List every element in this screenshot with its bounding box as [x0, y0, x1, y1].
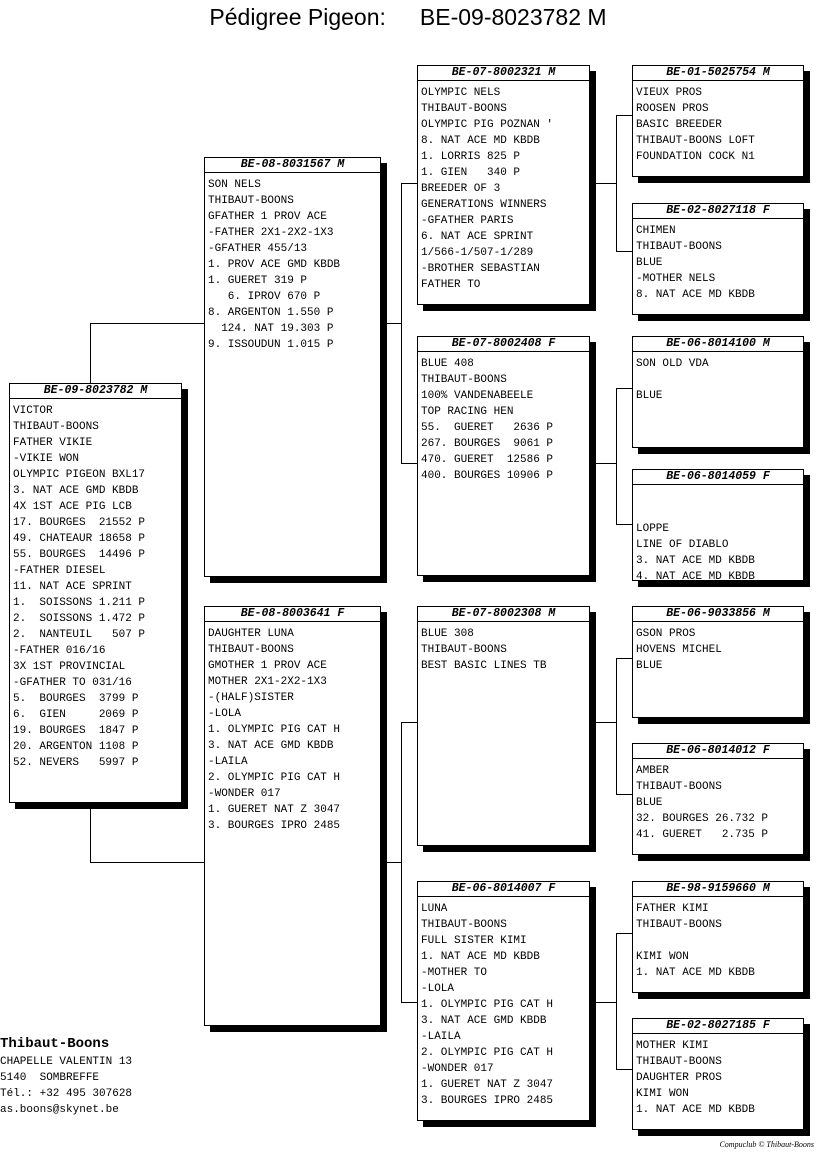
connector	[596, 183, 616, 184]
connector	[616, 933, 632, 934]
card-line: CHIMEN	[636, 225, 676, 237]
owner-city: 5140 SOMBREFFE	[0, 1072, 100, 1084]
connector	[616, 115, 632, 116]
connector	[616, 115, 617, 251]
ring-number: BE-06-8014007 F	[418, 882, 589, 897]
ring-number: BE-06-9033856 M	[633, 607, 803, 622]
card-line: BLUE	[636, 660, 663, 672]
card-line: VIEUX PROS	[636, 87, 703, 99]
card-line: GSON PROS	[636, 628, 696, 640]
card-line: DAUGHTER PROS	[636, 1072, 722, 1084]
card-line: KIMI WON	[636, 1088, 689, 1100]
pigeon-card-dsd	[632, 743, 804, 855]
card-line: 11. NAT ACE SPRINT	[13, 581, 132, 593]
card-line: BLUE	[636, 390, 663, 402]
card-line: -GFATHER TO 031/16	[13, 677, 132, 689]
card-line: 1. PROV ACE GMD KBDB	[208, 259, 341, 271]
card-line: MOTHER 2X1-2X2-1X3	[208, 676, 327, 688]
card-line: 6. NAT ACE SPRINT	[421, 231, 534, 243]
card-line: 6. GIEN 2069 P	[13, 709, 139, 721]
connector	[596, 722, 616, 723]
pigeon-card-dss	[632, 606, 804, 718]
page-title	[0, 4, 816, 31]
card-line: ROOSEN PROS	[636, 103, 709, 115]
card-line: 3. BOURGES IPRO 2485	[421, 1095, 554, 1107]
card-line: LINE OF DIABLO	[636, 539, 729, 551]
card-line: -GFATHER 455/13	[208, 243, 308, 255]
card-line: 4X 1ST ACE PIG LCB	[13, 501, 132, 513]
connector	[616, 388, 617, 524]
ring-number: BE-07-8002408 F	[418, 337, 589, 352]
connector	[381, 862, 401, 863]
card-line: -WONDER 017	[421, 1063, 494, 1075]
card-line: FATHER KIMI	[636, 903, 709, 915]
owner-name: Thibaut-Boons	[0, 1036, 110, 1052]
card-line: THIBAUT-BOONS	[421, 374, 507, 386]
ring-number: BE-02-8027185 F	[633, 1019, 803, 1034]
card-lines	[633, 352, 803, 404]
card-line: 3. BOURGES IPRO 2485	[208, 820, 341, 832]
card-line: 267. BOURGES 9061 P	[421, 438, 554, 450]
pigeon-card-dam	[204, 606, 381, 1026]
card-line: -LAILA	[208, 756, 248, 768]
pigeon-card-sire	[204, 157, 381, 577]
connector	[401, 183, 402, 463]
ring-number: BE-06-8014012 F	[633, 744, 803, 759]
card-line: -FATHER 016/16	[13, 645, 106, 657]
card-line: 124. NAT 19.303 P	[208, 323, 334, 335]
card-line: 17. BOURGES 21552 P	[13, 517, 146, 529]
card-line: DAUGHTER LUNA	[208, 628, 294, 640]
connector	[616, 388, 632, 389]
card-lines	[633, 81, 803, 165]
card-line: 8. NAT ACE MD KBDB	[421, 135, 540, 147]
card-line: 1. SOISSONS 1.211 P	[13, 597, 146, 609]
pigeon-card-ds	[417, 606, 590, 846]
card-line: FOUNDATION COCK N1	[636, 151, 755, 163]
connector	[616, 251, 632, 252]
card-line: 470. GUERET 12586 P	[421, 454, 554, 466]
pigeon-card-sdd	[632, 469, 804, 581]
card-line: THIBAUT-BOONS	[208, 644, 294, 656]
connector	[401, 463, 417, 464]
connector	[616, 658, 632, 659]
card-line: TOP RACING HEN	[421, 406, 514, 418]
card-line: 100% VANDENABEELE	[421, 390, 534, 402]
card-lines	[418, 81, 589, 293]
card-line: 9. ISSOUDUN 1.015 P	[208, 339, 334, 351]
card-lines	[633, 897, 803, 981]
card-line: 41. GUERET 2.735 P	[636, 829, 769, 841]
card-line: BASIC BREEDER	[636, 119, 722, 131]
owner-address: CHAPELLE VALENTIN 13	[0, 1056, 133, 1068]
card-line: AMBER	[636, 765, 670, 777]
card-line: 55. GUERET 2636 P	[421, 422, 554, 434]
pigeon-card-ssd	[632, 203, 804, 315]
card-line: 1. GUERET NAT Z 3047	[421, 1079, 554, 1091]
pigeon-card-main	[9, 383, 182, 803]
card-line: 32. BOURGES 26.732 P	[636, 813, 769, 825]
card-line: 6. IPROV 670 P	[208, 291, 321, 303]
card-line: FULL SISTER KIMI	[421, 935, 527, 947]
card-line: -LOLA	[208, 708, 242, 720]
card-line: 1. NAT ACE MD KBDB	[636, 967, 755, 979]
card-lines	[633, 485, 803, 585]
card-line: OLYMPIC PIG POZNAN '	[421, 119, 554, 131]
ring-number: BE-07-8002308 M	[418, 607, 589, 622]
card-line: -LAILA	[421, 1031, 461, 1043]
card-line: 8. NAT ACE MD KBDB	[636, 289, 755, 301]
card-line: -BROTHER SEBASTIAN	[421, 263, 540, 275]
card-lines	[633, 759, 803, 843]
connector	[381, 323, 401, 324]
card-line: -LOLA	[421, 983, 455, 995]
card-line: VICTOR	[13, 405, 53, 417]
ring-number: BE-09-8023782 M	[10, 384, 181, 399]
card-line: 2. NANTEUIL 507 P	[13, 629, 146, 641]
card-line: THIBAUT-BOONS	[636, 241, 722, 253]
card-lines	[418, 622, 589, 674]
card-lines	[418, 352, 589, 484]
pigeon-card-dd	[417, 881, 590, 1121]
card-line: FATHER VIKIE	[13, 437, 93, 449]
owner-phone: Tél.: +32 495 307628	[0, 1088, 133, 1100]
card-lines	[633, 1034, 803, 1118]
connector	[90, 862, 204, 863]
card-line: -FATHER 2X1-2X2-1X3	[208, 227, 334, 239]
pigeon-card-dds	[632, 881, 804, 993]
card-line: 1. OLYMPIC PIG CAT H	[421, 999, 554, 1011]
card-line: OLYMPIC NELS	[421, 87, 501, 99]
connector	[596, 1002, 616, 1003]
card-lines	[633, 219, 803, 303]
card-line: THIBAUT-BOONS	[636, 919, 722, 931]
card-line: -MOTHER TO	[421, 967, 488, 979]
card-lines	[205, 173, 380, 353]
ring-number: BE-02-8027118 F	[633, 204, 803, 219]
card-lines	[205, 622, 380, 834]
card-line	[636, 933, 803, 949]
card-line: LOPPE	[636, 523, 670, 535]
card-line: THIBAUT-BOONS	[421, 103, 507, 115]
connector	[401, 722, 402, 1002]
connector	[616, 658, 617, 794]
card-line: 1/566-1/507-1/289	[421, 247, 534, 259]
card-line: THIBAUT-BOONS LOFT	[636, 135, 755, 147]
card-line: LUNA	[421, 903, 448, 915]
ring-number: BE-06-8014059 F	[633, 470, 803, 485]
card-line: GENERATIONS WINNERS	[421, 199, 547, 211]
ring-number: BE-98-9159660 M	[633, 882, 803, 897]
connector	[401, 722, 417, 723]
card-line: 55. BOURGES 14496 P	[13, 549, 146, 561]
card-line: 4. NAT ACE MD KBDB	[636, 571, 755, 583]
pigeon-card-sd	[417, 336, 590, 576]
ring-number: BE-06-8014100 M	[633, 337, 803, 352]
card-line: BLUE 308	[421, 628, 474, 640]
card-line: 1. GIEN 340 P	[421, 167, 521, 179]
card-lines	[418, 897, 589, 1109]
card-line: 3. NAT ACE MD KBDB	[636, 555, 755, 567]
connector	[401, 183, 417, 184]
card-line	[636, 489, 803, 505]
card-line: MOTHER KIMI	[636, 1040, 709, 1052]
card-line: 400. BOURGES 10906 P	[421, 470, 554, 482]
card-line: THIBAUT-BOONS	[636, 781, 722, 793]
card-line: -GFATHER PARIS	[421, 215, 514, 227]
card-line: 1. NAT ACE MD KBDB	[636, 1104, 755, 1116]
pigeon-card-ddd	[632, 1018, 804, 1130]
owner-block	[0, 1034, 132, 1118]
card-line: 3. NAT ACE GMD KBDB	[208, 740, 334, 752]
title-label: Pédigree Pigeon:	[209, 4, 386, 30]
card-line: KIMI WON	[636, 951, 689, 963]
card-line: THIBAUT-BOONS	[421, 919, 507, 931]
card-line: GFATHER 1 PROV ACE	[208, 211, 327, 223]
card-line: BREEDER OF 3	[421, 183, 501, 195]
card-line: THIBAUT-BOONS	[208, 195, 294, 207]
card-line: SON NELS	[208, 179, 261, 191]
card-line: 8. ARGENTON 1.550 P	[208, 307, 334, 319]
card-line: 3. NAT ACE GMD KBDB	[421, 1015, 547, 1027]
ring-number: BE-07-8002321 M	[418, 66, 589, 81]
connector	[401, 1002, 417, 1003]
card-line: 5. BOURGES 3799 P	[13, 693, 139, 705]
card-line: 2. OLYMPIC PIG CAT H	[421, 1047, 554, 1059]
owner-email: as.boons@skynet.be	[0, 1104, 119, 1116]
card-line: -VIKIE WON	[13, 453, 80, 465]
card-line: BLUE	[636, 257, 663, 269]
card-lines	[10, 399, 181, 771]
connector	[596, 463, 616, 464]
card-line	[636, 372, 803, 388]
pigeon-card-ss	[417, 65, 590, 305]
card-line	[636, 505, 803, 521]
credit-footer: Compuclub © Thibaut-Boons	[719, 1140, 814, 1149]
card-line: 49. CHATEAUR 18658 P	[13, 533, 146, 545]
title-ring-number: BE-09-8023782 M	[419, 4, 607, 30]
pigeon-card-sds	[632, 336, 804, 448]
card-line: 2. SOISSONS 1.472 P	[13, 613, 146, 625]
card-line: -(HALF)SISTER	[208, 692, 294, 704]
card-line: 19. BOURGES 1847 P	[13, 725, 139, 737]
card-line: -WONDER 017	[208, 788, 281, 800]
card-lines	[633, 622, 803, 674]
connector	[616, 933, 617, 1069]
connector	[90, 808, 91, 863]
connector	[616, 794, 632, 795]
card-line: 3. NAT ACE GMD KBDB	[13, 485, 139, 497]
card-line: THIBAUT-BOONS	[421, 644, 507, 656]
card-line: -MOTHER NELS	[636, 273, 716, 285]
card-line: 1. NAT ACE MD KBDB	[421, 951, 540, 963]
card-line: BEST BASIC LINES TB	[421, 660, 547, 672]
pigeon-card-sss	[632, 65, 804, 177]
card-line: -FATHER DIESEL	[13, 565, 106, 577]
card-line: 1. OLYMPIC PIG CAT H	[208, 724, 341, 736]
card-line: 20. ARGENTON 1108 P	[13, 741, 139, 753]
card-line: 3X 1ST PROVINCIAL	[13, 661, 126, 673]
ring-number: BE-01-5025754 M	[633, 66, 803, 81]
card-line: 2. OLYMPIC PIG CAT H	[208, 772, 341, 784]
connector	[90, 323, 204, 324]
card-line: 1. GUERET 319 P	[208, 275, 308, 287]
card-line: GMOTHER 1 PROV ACE	[208, 660, 327, 672]
card-line: 52. NEVERS 5997 P	[13, 757, 139, 769]
card-line: SON OLD VDA	[636, 358, 709, 370]
card-line: FATHER TO	[421, 279, 481, 291]
card-line: BLUE 408	[421, 358, 474, 370]
ring-number: BE-08-8031567 M	[205, 158, 380, 173]
card-line: THIBAUT-BOONS	[636, 1056, 722, 1068]
card-line: THIBAUT-BOONS	[13, 421, 99, 433]
card-line: 1. GUERET NAT Z 3047	[208, 804, 341, 816]
card-line: 1. LORRIS 825 P	[421, 151, 521, 163]
connector	[616, 524, 632, 525]
card-line: HOVENS MICHEL	[636, 644, 722, 656]
ring-number: BE-08-8003641 F	[205, 607, 380, 622]
card-line: BLUE	[636, 797, 663, 809]
card-line: OLYMPIC PIGEON BXL17	[13, 469, 146, 481]
connector	[90, 323, 91, 383]
connector	[616, 1069, 632, 1070]
